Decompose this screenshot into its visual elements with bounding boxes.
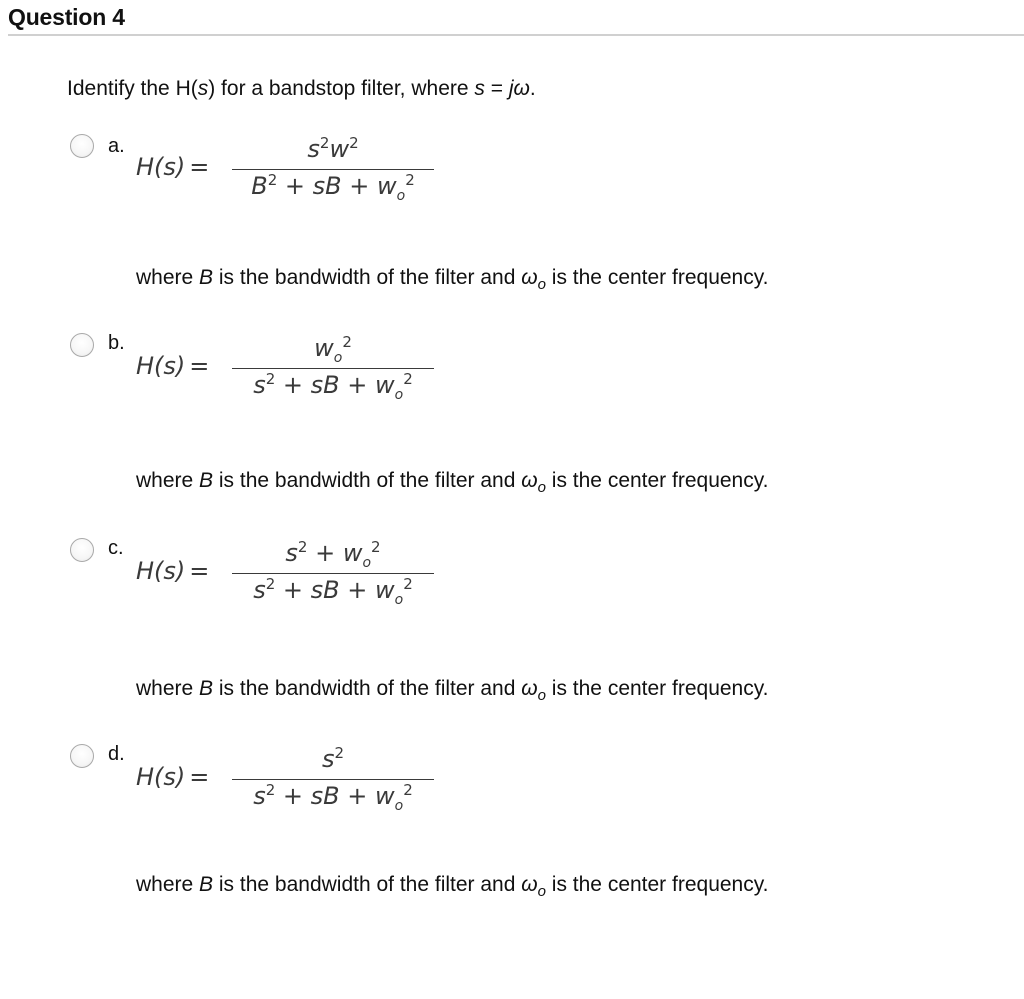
- equals-sign: =: [189, 153, 210, 181]
- fraction: [232, 537, 434, 608]
- option-letter: b.: [108, 332, 125, 354]
- prompt-period: .: [529, 77, 536, 100]
- question-prompt: [67, 77, 536, 101]
- radio-button-b[interactable]: [70, 333, 94, 357]
- prompt-var-jw: jω: [508, 77, 530, 100]
- radio-button-d[interactable]: [70, 744, 94, 768]
- fraction: [232, 133, 434, 204]
- h-of-s: H(s): [136, 153, 186, 181]
- prompt-text: ) for a bandstop filter, where: [208, 77, 475, 100]
- denominator: $s^2$ + sB + $w_o^2$: [253, 370, 413, 403]
- equals-sign: =: [189, 763, 210, 791]
- formula-lhs: [136, 763, 209, 791]
- option-description: where B is the bandwidth of the filter and $\omega_o$ is the center frequency.: [136, 266, 769, 293]
- denominator: $B^2$ + sB + $w_o^2$: [251, 171, 415, 204]
- formula-lhs: [136, 352, 209, 380]
- denominator: $s^2$ + sB + $w_o^2$: [253, 781, 413, 814]
- prompt-var-s: s: [197, 77, 209, 100]
- option-letter: d.: [108, 743, 125, 765]
- prompt-equals: =: [484, 77, 509, 100]
- prompt-text: Identify the H(: [67, 77, 198, 100]
- fraction: [232, 743, 434, 814]
- option-description: where B is the bandwidth of the filter and $\omega_o$ is the center frequency.: [136, 873, 769, 900]
- fraction: [232, 332, 434, 403]
- radio-button-c[interactable]: [70, 538, 94, 562]
- option-description: where B is the bandwidth of the filter and $\omega_o$ is the center frequency.: [136, 469, 769, 496]
- equals-sign: =: [189, 557, 210, 585]
- h-of-s: H(s): [136, 763, 186, 791]
- equals-sign: =: [189, 352, 210, 380]
- h-of-s: H(s): [136, 352, 186, 380]
- numerator: $w_o^2$: [314, 333, 352, 366]
- numerator: $s^2w^2$: [307, 134, 359, 163]
- header-divider: [8, 34, 1024, 36]
- radio-button-a[interactable]: [70, 134, 94, 158]
- denominator: $s^2$ + sB + $w_o^2$: [253, 575, 413, 608]
- numerator: $s^2 + w_o^2$: [285, 538, 381, 571]
- h-of-s: H(s): [136, 557, 186, 585]
- option-letter: c.: [108, 537, 124, 559]
- option-letter: a.: [108, 135, 125, 157]
- question-title: Question 4: [8, 4, 125, 30]
- formula-lhs: [136, 153, 209, 181]
- formula-lhs: [136, 557, 209, 585]
- numerator: $s^2$: [321, 744, 345, 773]
- option-description: where B is the bandwidth of the filter and $\omega_o$ is the center frequency.: [136, 677, 769, 704]
- prompt-var-s: s: [474, 77, 485, 100]
